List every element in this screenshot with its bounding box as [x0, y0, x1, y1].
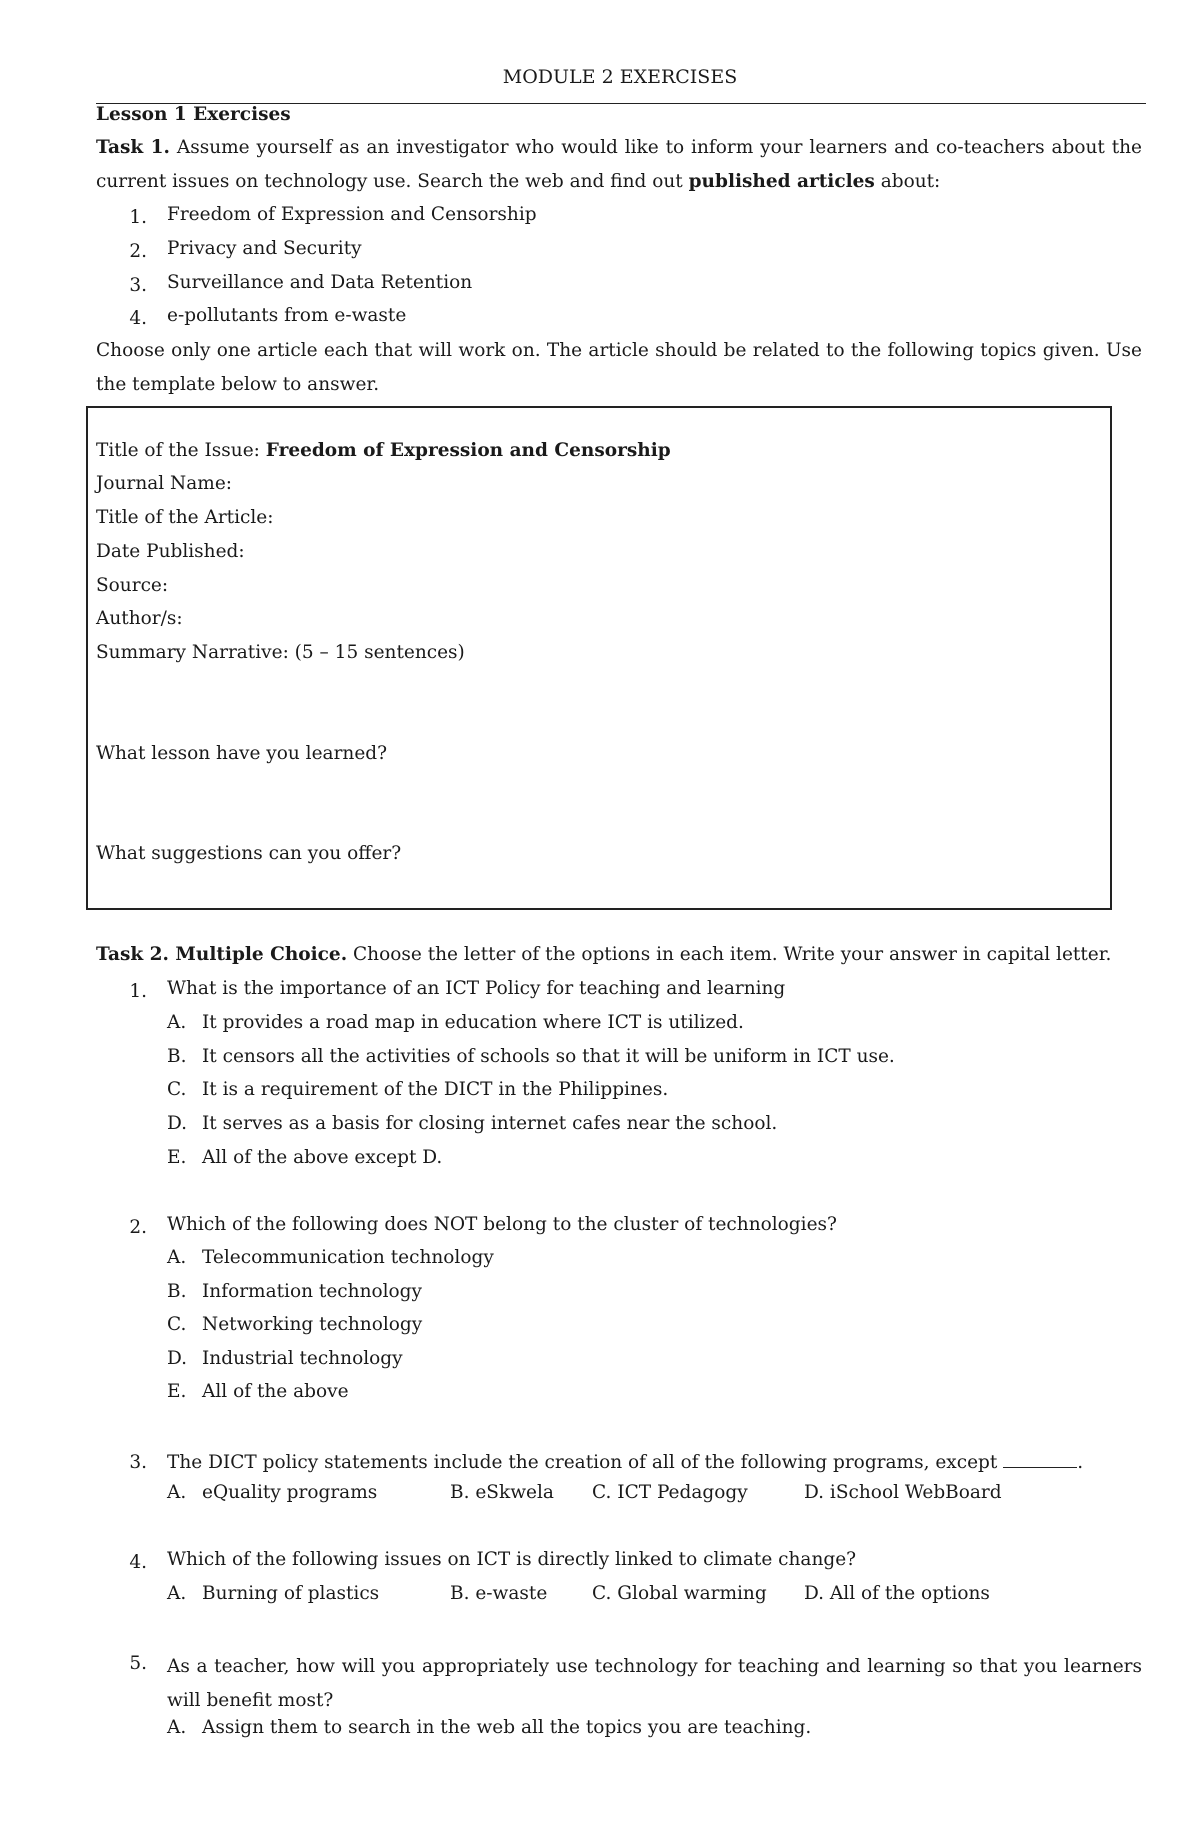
option-letter: E. — [167, 1147, 187, 1168]
option-text: eQuality programs — [202, 1482, 378, 1503]
question-number: 4. — [129, 1552, 147, 1573]
option-text: Telecommunication technology — [202, 1247, 494, 1268]
list-item: Freedom of Expression and Censorship — [167, 204, 537, 225]
suggestions-field: What suggestions can you offer? — [96, 843, 402, 864]
option-text: All of the above except D. — [202, 1147, 443, 1168]
option-text: All of the above — [202, 1381, 349, 1402]
option-letter: A. — [167, 1012, 187, 1033]
option-text: Networking technology — [202, 1314, 423, 1335]
option-letter: D. — [167, 1113, 188, 1134]
page-title: MODULE 2 EXERCISES — [502, 66, 738, 88]
option-letter: A. — [167, 1482, 187, 1503]
option-letter: C. — [167, 1314, 187, 1335]
list-number: 4. — [129, 308, 147, 329]
option-text: It censors all the activities of schools so that it will be uniform in ICT use. — [202, 1046, 895, 1067]
option-text: Information technology — [202, 1281, 422, 1302]
question-number: 5. — [129, 1653, 147, 1674]
answer-blank — [1003, 1449, 1077, 1468]
question-text: Which of the following issues on ICT is directly linked to climate change? — [167, 1549, 857, 1570]
list-number: 3. — [129, 275, 147, 296]
option-text: D. All of the options — [804, 1583, 990, 1604]
summary-field: Summary Narrative: (5 – 15 sentences) — [96, 642, 465, 663]
question-text: As a teacher, how will you appropriately use technology for teaching and learning so that you learners will benefit most? — [167, 1656, 1142, 1711]
option-text: B. e-waste — [450, 1583, 548, 1604]
option-letter: E. — [167, 1381, 187, 1402]
option-text: It serves as a basis for closing internet cafes near the school. — [202, 1113, 778, 1134]
option-text: C. Global warming — [592, 1583, 767, 1604]
option-letter: A. — [167, 1583, 187, 1604]
question-number: 3. — [129, 1452, 147, 1473]
option-letter: A. — [167, 1717, 187, 1738]
journal-name-field: Journal Name: — [96, 473, 232, 494]
list-number: 1. — [129, 207, 147, 228]
list-item: e-pollutants from e-waste — [167, 305, 407, 326]
lesson-heading: Lesson 1 Exercises — [96, 104, 291, 125]
question-number: 2. — [129, 1217, 147, 1238]
option-letter: B. — [167, 1046, 187, 1067]
issue-title-field: Title of the Issue: Freedom of Expression and Censorship — [96, 440, 671, 461]
option-letter: B. — [167, 1281, 187, 1302]
option-text: It provides a road map in education where ICT is utilized. — [202, 1012, 744, 1033]
list-item: Surveillance and Data Retention — [167, 272, 473, 293]
lesson-learned-field: What lesson have you learned? — [96, 743, 388, 764]
option-text: D. iSchool WebBoard — [804, 1482, 1002, 1503]
authors-field: Author/s: — [96, 608, 183, 629]
article-title-field: Title of the Article: — [96, 507, 274, 528]
task1-closing: Choose only one article each that will work on. The article should be related to the following topics given. Use the template below to answer. — [96, 340, 1142, 395]
option-letter: C. — [167, 1079, 187, 1100]
list-number: 2. — [129, 241, 147, 262]
option-text: It is a requirement of the DICT in the Philippines. — [202, 1079, 669, 1100]
option-letter: D. — [167, 1348, 188, 1369]
option-letter: A. — [167, 1247, 187, 1268]
option-text: Burning of plastics — [202, 1583, 380, 1604]
option-text: Assign them to search in the web all the topics you are teaching. — [202, 1717, 812, 1738]
task2-instructions: Task 2. Multiple Choice. Choose the letter of the options in each item. Write your answer in capital letter. — [96, 944, 1112, 965]
option-text: B. eSkwela — [450, 1482, 554, 1503]
question-text: Which of the following does NOT belong to the cluster of technologies? — [167, 1214, 837, 1235]
question-text: The DICT policy statements include the creation of all of the following programs, except . — [167, 1449, 1083, 1473]
list-item: Privacy and Security — [167, 238, 362, 259]
question-text: What is the importance of an ICT Policy for teaching and learning — [167, 978, 786, 999]
question-number: 1. — [129, 981, 147, 1002]
option-text: Industrial technology — [202, 1348, 403, 1369]
source-field: Source: — [96, 575, 169, 596]
option-text: C. ICT Pedagogy — [592, 1482, 748, 1503]
date-published-field: Date Published: — [96, 541, 245, 562]
task1-intro: Task 1. Assume yourself as an investigator who would like to inform your learners and co-teachers about the current issues on technology use. Search the web and find out published articles about: — [96, 137, 1142, 192]
